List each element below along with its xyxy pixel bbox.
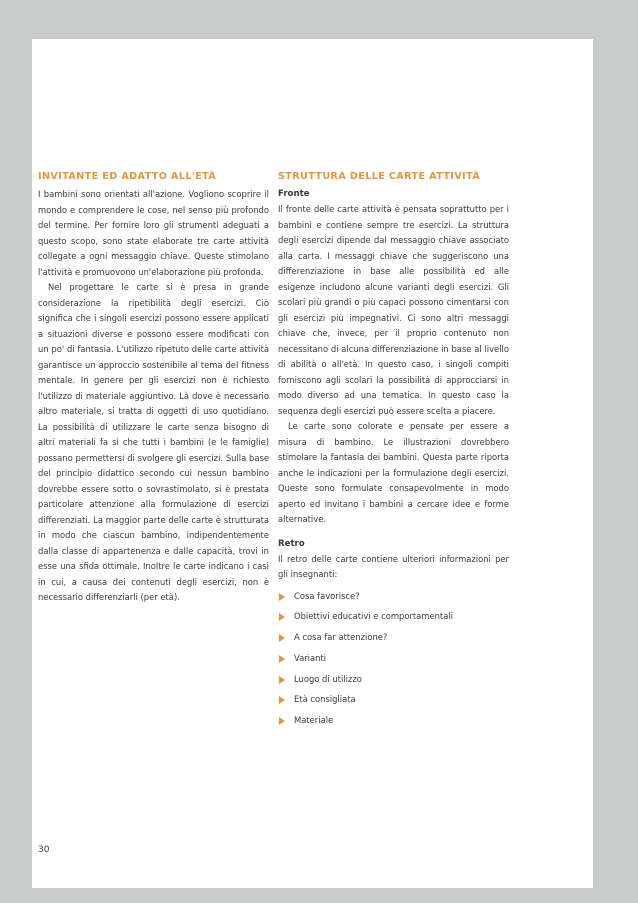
list-item: A cosa far attenzione?	[278, 630, 509, 651]
page-number: 30	[38, 845, 50, 855]
list-item: Cosa favorisce?	[278, 589, 509, 610]
triangle-bullet-icon	[279, 676, 285, 684]
list-item: Obiettivi educativi e comportamentali	[278, 609, 509, 630]
body-paragraph: I bambini sono orientati all'azione. Vogliono scoprire il mondo e comprendere le cose, nel senso più profondo del termine. Per fornire loro gli strumenti adeguati a questo scopo, sono state elaborate tre carte attività collegate a ogni messaggio chiave. Queste stimolano l'attività e promuovono un'elaborazione più profonda.	[38, 189, 269, 277]
triangle-bullet-icon	[279, 717, 285, 725]
section-heading-inviting: INVITANTE ED ADATTO ALL'ETÀ	[38, 171, 217, 182]
section-heading-structure: STRUTTURA DELLE CARTE ATTIVITÀ	[278, 171, 481, 182]
subheading-back: Retro	[278, 538, 305, 549]
body-paragraph: Il fronte delle carte attività è pensata soprattutto per i bambini e contiene sempre tre esercizi. La struttura degli esercizi dipende dal messaggio chiave associato alla carta. I messaggi chiave che suggeriscono una differenziazione in base alle possibilità ed alle esigenze includono alcune varianti degli esercizi. Gli scolari più grandi o più capaci possono cimentarsi con gli esercizi più impegnativi. Ci sono altri messaggi chiave che, invece, per il proprio contenuto non necessitano di alcuna differenziazione in base al livello di abilità o all'età. In questo caso, i singoli compiti forniscono agli scolari la possibilità di approcciarsi in modo diverso ad una tematica. In questo caso la sequenza degli esercizi può essere scelta a piacere.	[278, 204, 509, 416]
list-item: Luogo di utilizzo	[278, 672, 509, 693]
triangle-bullet-icon	[279, 655, 285, 663]
body-paragraph: Nel progettare le carte si è presa in grande considerazione la ripetibilità degli esercizi. Ciò significa che i singoli esercizi possono essere applicati a situazioni diverse e possono essere modificati con un po' di fantasia. L'utilizzo ripetuto delle carte attività garantisce un approccio sostenibile al tema del fitness mentale. In genere per gli esercizi non è richiesto l'utilizzo di materiale aggiuntivo. Là dove è necessario altro materiale, si tratta di oggetti di uso quotidiano. La possibilità di utilizzare le carte senza bisogno di altri materiali fa sì che tutti i bambini (e le famiglie) possano permettersi di svolgere gli esercizi. Sulla base del principio didattico secondo cui nessun bambino dovrebbe essere sotto o sovrastimolato, si è prestata particolare attenzione alla formulazione di esercizi differenziati. La maggior parte delle carte è strutturata in modo che ciascun bambino, indipendentemente dalla classe di appartenenza e dalle capacità, trovi in esse una sfida ottimale. Inoltre le carte indicano i casi in cui, a causa dei contenuti degli esercizi, non è necessario differenziarli (per età).	[38, 282, 269, 602]
body-paragraph: Le carte sono colorate e pensate per essere a misura di bambino. Le illustrazioni dovrebbero stimolare la fantasia dei bambini. Questa parte riporta anche le indicazioni per la formulazione degli esercizi. Queste sono formulate consapevolmente in modo aperto ed invitano i bambini a cercare idee e forme alternative.	[278, 421, 509, 524]
triangle-bullet-icon	[279, 593, 285, 601]
list-item: Materiale	[278, 713, 509, 734]
list-item: Età consigliata	[278, 692, 509, 713]
subheading-front: Fronte	[278, 189, 310, 199]
left-column	[38, 170, 269, 606]
page-sheet	[32, 39, 593, 888]
right-column	[278, 170, 509, 734]
triangle-bullet-icon	[279, 634, 285, 642]
triangle-bullet-icon	[279, 613, 285, 621]
info-list	[278, 589, 509, 735]
body-paragraph: Il retro delle carte contiene ulteriori informazioni per gli insegnanti:	[278, 553, 509, 579]
triangle-bullet-icon	[279, 696, 285, 704]
list-item: Varianti	[278, 651, 509, 672]
